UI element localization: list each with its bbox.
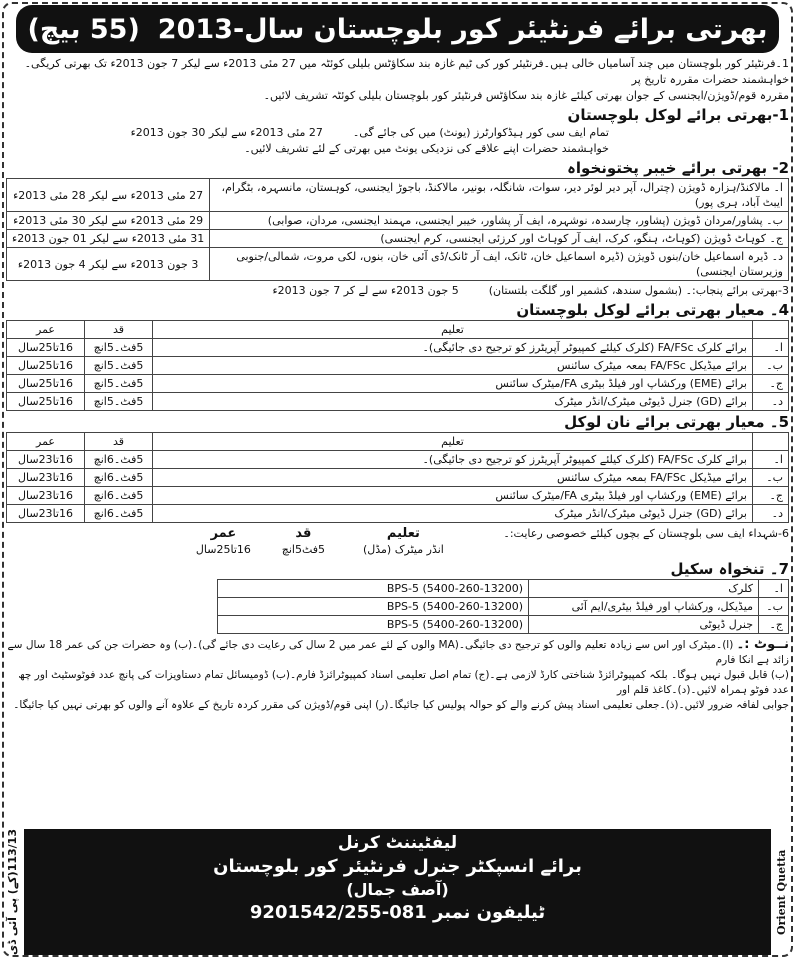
age-header: عمر	[7, 433, 85, 451]
index-cell: د۔	[753, 505, 789, 523]
section1-line2: خواہشمند حضرات اپنے علاقے کی نزدیکی یونٹ میں بھرتی کے لئے تشریف لائیں۔	[244, 142, 609, 155]
index-header	[753, 433, 789, 451]
kp-schedule-table	[6, 178, 789, 281]
table-row	[7, 505, 789, 523]
age-label: عمر	[210, 526, 237, 541]
table-row	[7, 212, 789, 230]
phone-number: ٹیلیفون نمبر 081-9201542/255	[249, 902, 546, 924]
table-row	[7, 179, 789, 212]
note-label: نــوٹ :۔	[736, 637, 789, 652]
edu-cell: برائے کلرک FA/FSc (کلرک کیلئے کمپیوٹر آپریٹرز کو ترجیح دی جائیگی)۔	[153, 451, 753, 469]
table-row	[7, 469, 789, 487]
table-row	[7, 339, 789, 357]
scale-cell: BPS-5 (5400-260-13200)	[218, 616, 529, 634]
dates-cell: 29 مئی 2013ء سے لیکر 30 مئی 2013ء	[7, 212, 210, 230]
post-cell: جنرل ڈیوٹی	[529, 616, 759, 634]
height-cell: 5فٹ۔5انچ	[85, 393, 153, 411]
height-label: قد	[295, 526, 312, 541]
edu-cell: برائے میڈیکل FA/FSc بمعہ میٹرک سائنس	[153, 469, 753, 487]
section3-label: 3-بھرتی برائے پنجاب:۔ (بشمول سندھ، کشمیر اور گلگت بلتستان)	[488, 284, 789, 297]
index-cell: ب۔	[759, 598, 789, 616]
edu-label: تعلیم	[386, 526, 420, 541]
note-line: (ب) قابل قبول نہیں ہوگا۔ بلکہ کمپیوٹرائزڈ شناختی کارڈ لازمی ہے۔(ج) تمام اصل تعلیمی اسناد کمپیوٹرائزڈ فارم۔(ب) ڈومیسائل تمام دستاویزات کی پانچ عدد فوٹوسٹیٹ اور چھ عدد فوٹو ہمراہ لائیں۔(د)۔کاغذ قلم اور	[18, 669, 789, 696]
pay-scale-table	[217, 579, 789, 634]
dates-cell: 3 جون 2013ء سے لیکر 4 جون 2013ء	[7, 248, 210, 281]
table-row	[218, 616, 789, 634]
edu-header: تعلیم	[153, 433, 753, 451]
post-cell: میڈیکل، ورکشاپ اور فیلڈ بیٹری/ایم آئی	[529, 598, 759, 616]
scale-cell: BPS-5 (5400-260-13200)	[218, 598, 529, 616]
section2-heading: 2- بھرتی برائے خیبر پختونخواہ	[567, 159, 789, 177]
note-block	[6, 637, 789, 713]
edu-cell: برائے میڈیکل FA/FSc بمعہ میٹرک سائنس	[153, 357, 753, 375]
section6-values	[183, 526, 463, 558]
index-cell: ج۔	[753, 375, 789, 393]
table-row	[7, 248, 789, 281]
title-banner	[16, 5, 779, 53]
title-batch: (55 بیچ)	[27, 13, 140, 45]
age-cell: 16تا25سال	[7, 357, 85, 375]
dates-cell: 31 مئی 2013ء سے لیکر 01 جون 2013ء	[7, 230, 210, 248]
section6-label: 6-شہداء ایف سی بلوچستان کے بچوں کیلئے خصوصی رعایت:۔	[503, 527, 789, 540]
title-main: بھرتی برائے فرنٹیئر کور بلوچستان سال-2013	[157, 13, 768, 45]
scale-cell: BPS-5 (5400-260-13200)	[218, 580, 529, 598]
edu-cell: برائے (EME) ورکشاپ اور فیلڈ بیٹری FA/میٹرک سائنس	[153, 487, 753, 505]
height-cell: 5فٹ۔6انچ	[85, 505, 153, 523]
age-header: عمر	[7, 321, 85, 339]
intro-line: مقررہ قوم/ڈویژن/ایجنسی کے جوان بھرتی کیلئے غازہ بند سکاؤٹس فرنٹیئر کور بلوچستان بلیلی کوئٹہ تشریف لائیں۔	[263, 89, 789, 102]
table-row	[7, 451, 789, 469]
signatory-name: (آصف جمال)	[346, 880, 449, 900]
ad-reference: 113/13(کے) پی آئی ڈی	[6, 829, 19, 955]
table-row	[7, 487, 789, 505]
age-cell: 16تا23سال	[7, 505, 85, 523]
index-cell: ج۔	[759, 616, 789, 634]
area-cell: د۔ ڈیرہ اسماعیل خان/بنوں ڈویژن (ڈیرہ اسماعیل خان، ٹانک، ایف آر ٹانک/ڈی آئی خان، بنوں، لکی مروت، شمالی/جنوبی وزیرستان ایجنسی)	[210, 248, 789, 281]
edu-cell: برائے (EME) ورکشاپ اور فیلڈ بیٹری FA/میٹرک سائنس	[153, 375, 753, 393]
section1-line: تمام ایف سی کور ہیڈکوارٹرز (یونٹ) میں کی جائے گی۔	[352, 126, 609, 139]
signatory-rank: لیفٹیننٹ کرنل	[337, 833, 458, 854]
edu-header: تعلیم	[153, 321, 753, 339]
signature-footer	[24, 829, 771, 955]
index-cell: ج۔	[753, 487, 789, 505]
ad-content	[6, 5, 789, 955]
table-row	[7, 393, 789, 411]
note-line: (ا)۔میٹرک اور اس سے زیادہ تعلیم والوں کو ترجیح دی جائیگی۔(MA والوں کے لئے عمر میں 2 سال کی رعایت دی جائے گی)۔(ب) وہ حضرات جن کی عمر 18 سال سے زائد ہے انکا فارم	[7, 639, 789, 666]
nonlocal-criteria-table	[6, 432, 789, 523]
index-cell: ب۔	[753, 357, 789, 375]
section7-heading: 7۔ تنخواہ سکیل	[670, 560, 789, 578]
height-cell: 5فٹ۔6انچ	[85, 487, 153, 505]
table-row	[218, 598, 789, 616]
edu-cell: برائے کلرک FA/FSc (کلرک کیلئے کمپیوٹر آپریٹرز کو ترجیح دی جائیگی)۔	[153, 339, 753, 357]
index-cell: ا۔	[759, 580, 789, 598]
area-cell: ا۔ مالاکنڈ/ہزارہ ڈویژن (چترال، آپر دیر لوئر دیر، سوات، شانگلہ، بونیر، مالاکنڈ، باجوڑ ایجنسی، کوہستان، مانسہرہ، بٹگرام، ایبٹ آباد، ہری پور)	[210, 179, 789, 212]
index-cell: ا۔	[753, 339, 789, 357]
section4-heading: 4۔ معیار بھرتی برائے لوکل بلوچستان	[516, 301, 789, 319]
area-cell: ب۔ پشاور/مردان ڈویژن (پشاور، چارسدہ، نوشہرہ، ایف آر پشاور، خیبر ایجنسی، مہمند ایجنسی، مردان، صوابی)	[210, 212, 789, 230]
index-cell: د۔	[753, 393, 789, 411]
age-cell: 16تا25سال	[7, 375, 85, 393]
height-cell: 5فٹ۔5انچ	[85, 357, 153, 375]
section6	[6, 526, 789, 558]
height-header: قد	[85, 321, 153, 339]
post-cell: کلرک	[529, 580, 759, 598]
age-cell: 16تا23سال	[7, 469, 85, 487]
table-row	[7, 230, 789, 248]
note-line: جوابی لفافہ ضرور لائیں۔(ذ)۔جعلی تعلیمی اسناد پیش کرنے والے کو حوالہ پولیس کیا جائیگا۔(ر) اپنی قوم/ڈویژن کی مقرر کردہ تاریخ کے علاوہ آنے والوں کو بھرتی نہیں کیا جائیگا۔	[13, 699, 789, 711]
age-value: 16تا25سال	[195, 543, 251, 556]
local-criteria-table	[6, 320, 789, 411]
index-cell: ا۔	[753, 451, 789, 469]
index-cell: ب۔	[753, 469, 789, 487]
section3	[6, 283, 789, 299]
intro-line: 1۔فرنٹیئر کور بلوچستان میں چند آسامیاں خالی ہیں۔فرنٹیئر کور کی ٹیم غازہ بند سکاؤٹس بلیلی کوئٹہ میں 27 مئی 2013ء سے لیکر 7 جون 2013ء تک بھرتی کریگی۔خواہشمند حضرات مقررہ تاریخ پر	[24, 57, 789, 86]
intro-paragraph	[6, 56, 789, 104]
edu-cell: برائے (GD) جنرل ڈیوٹی میٹرک/انڈر میٹرک	[153, 505, 753, 523]
area-cell: ج۔ کوہاٹ ڈویژن (کوہاٹ، ہنگو، کرک، ایف آر کوہاٹ اور کرزئی ایجنسی، کرم ایجنسی)	[210, 230, 789, 248]
height-cell: 5فٹ۔6انچ	[85, 469, 153, 487]
agency-label: Orient Quetta	[775, 849, 788, 935]
edu-value: انڈر میٹرک (مڈل)	[362, 543, 444, 556]
age-cell: 16تا23سال	[7, 451, 85, 469]
table-row	[7, 357, 789, 375]
section5-heading: 5۔ معیار بھرتی برائے نان لوکل	[564, 413, 789, 431]
section1-dates: 27 مئی 2013ء سے لیکر 30 جون 2013ء	[130, 126, 323, 139]
footer-row	[6, 829, 789, 955]
table-row	[7, 375, 789, 393]
height-cell: 5فٹ۔5انچ	[85, 339, 153, 357]
table-row	[218, 580, 789, 598]
height-cell: 5فٹ۔5انچ	[85, 375, 153, 393]
dates-cell: 27 مئی 2013ء سے لیکر 28 مئی 2013ء	[7, 179, 210, 212]
index-header	[753, 321, 789, 339]
age-cell: 16تا25سال	[7, 393, 85, 411]
section1-heading: 1-بھرتی برائے لوکل بلوچستان	[567, 106, 789, 124]
age-cell: 16تا23سال	[7, 487, 85, 505]
section1-body	[6, 125, 789, 157]
height-value: 5فٹ5انچ	[281, 543, 326, 556]
height-cell: 5فٹ۔6انچ	[85, 451, 153, 469]
edu-cell: برائے (GD) جنرل ڈیوٹی میٹرک/انڈر میٹرک	[153, 393, 753, 411]
section3-dates: 5 جون 2013ء سے لے کر 7 جون 2013ء	[272, 284, 459, 297]
signatory-office: برائے انسپکٹر جنرل فرنٹیئر کور بلوچستان	[213, 856, 582, 878]
age-cell: 16تا25سال	[7, 339, 85, 357]
height-header: قد	[85, 433, 153, 451]
